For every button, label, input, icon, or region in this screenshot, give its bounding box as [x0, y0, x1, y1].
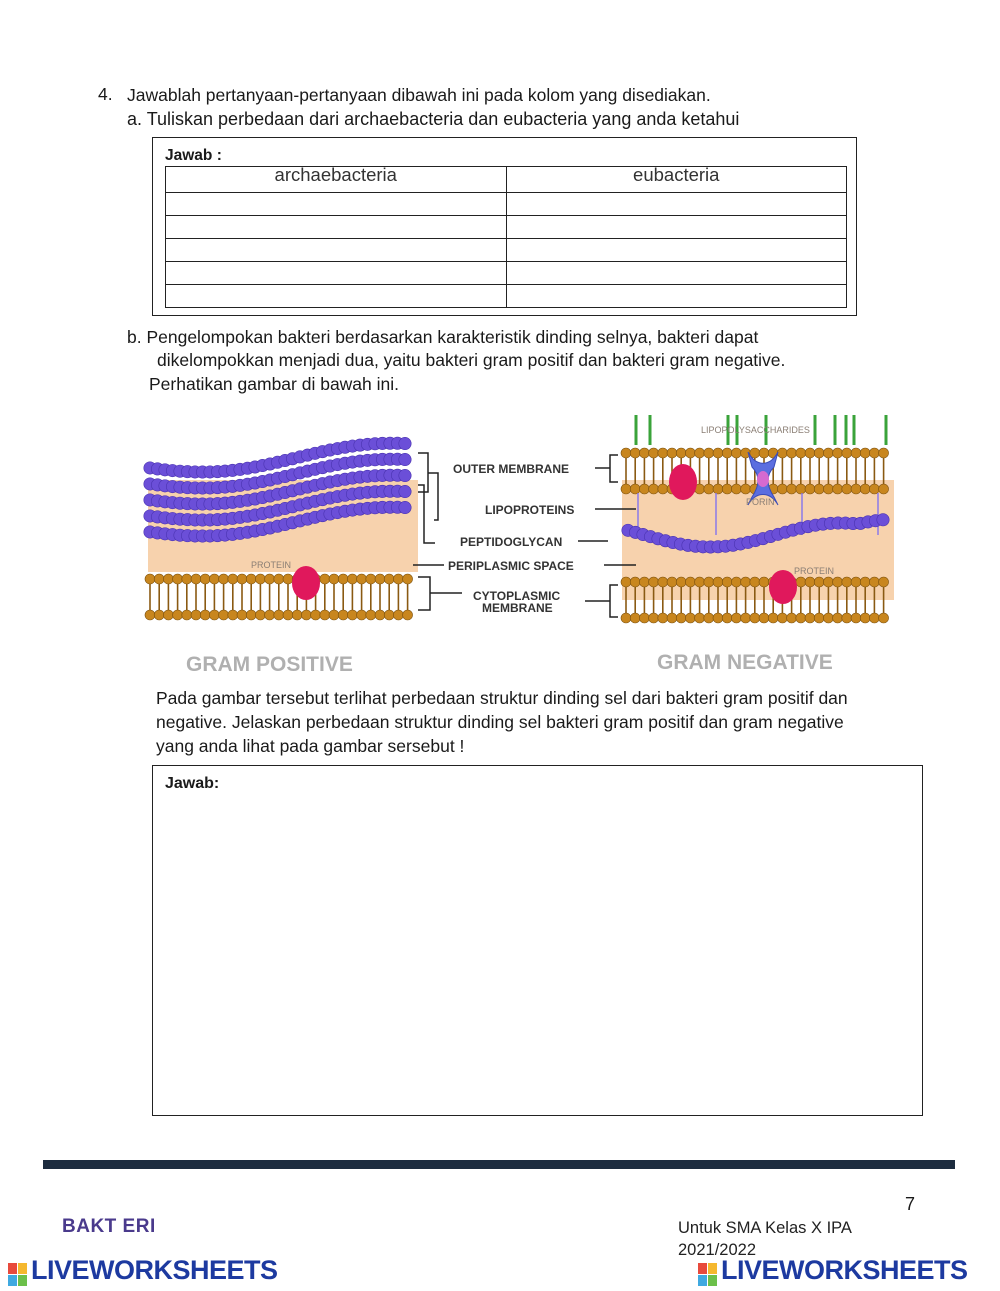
lipid-head — [292, 610, 302, 620]
lipid-head — [237, 610, 247, 620]
lipid-head — [246, 610, 256, 620]
table-row — [166, 285, 847, 308]
lipid-head — [685, 613, 695, 623]
table-row — [166, 239, 847, 262]
table-row — [166, 262, 847, 285]
lipid-head — [805, 613, 815, 623]
lipid-head — [630, 613, 640, 623]
lipid-head — [833, 577, 843, 587]
gram-negative-wall — [621, 415, 894, 623]
lipid-head — [704, 577, 714, 587]
paragraph-line3: yang anda lihat pada gambar sersebut ! — [156, 736, 465, 756]
lipid-head — [228, 610, 238, 620]
protein-left-label: PROTEIN — [251, 560, 292, 570]
lipid-head — [154, 574, 164, 584]
peptidoglycan-label: PEPTIDOGLYCAN — [460, 535, 563, 549]
lipid-head — [851, 613, 861, 623]
lipid-head — [163, 574, 173, 584]
lipid-head — [347, 574, 357, 584]
lipid-head — [338, 610, 348, 620]
lipid-head — [741, 484, 751, 494]
lipid-head — [869, 613, 879, 623]
lipid-head — [713, 613, 723, 623]
periplasmic-space-label: PERIPLASMIC SPACE — [448, 559, 574, 573]
lipid-head — [237, 574, 247, 584]
lipid-head — [649, 577, 659, 587]
lipid-head — [676, 577, 686, 587]
lipid-head — [255, 574, 265, 584]
answer-cell[interactable] — [166, 262, 507, 285]
lipid-head — [649, 613, 659, 623]
lipid-head — [695, 613, 705, 623]
peptidoglycan-bead — [399, 501, 411, 513]
lipid-head — [823, 484, 833, 494]
answer-cell[interactable] — [506, 193, 847, 216]
lipid-head — [357, 610, 367, 620]
lipid-head — [833, 613, 843, 623]
footer-divider — [43, 1160, 955, 1169]
lipid-head — [879, 484, 889, 494]
lipid-head — [320, 574, 330, 584]
lipid-head — [796, 448, 806, 458]
liveworksheets-brand: LIVEWORKSHEETS — [31, 1255, 278, 1285]
lipoproteins-label: LIPOPROTEINS — [485, 503, 575, 517]
comparison-table — [165, 166, 847, 308]
lipid-head — [713, 484, 723, 494]
lipid-head — [768, 613, 778, 623]
lipid-head — [329, 610, 339, 620]
lipid-head — [796, 484, 806, 494]
lipid-head — [814, 448, 824, 458]
lipid-head — [759, 613, 769, 623]
lipid-head — [182, 574, 192, 584]
lipid-head — [731, 577, 741, 587]
lipid-head — [191, 610, 201, 620]
lipid-head — [639, 577, 649, 587]
paragraph-line2: negative. Jelaskan perbedaan struktur dinding sel bakteri gram positif dan gram negative — [156, 712, 844, 732]
lipid-head — [255, 610, 265, 620]
lipid-head — [200, 610, 210, 620]
peptidoglycan-bead — [399, 437, 411, 449]
lipid-head — [842, 613, 852, 623]
lipid-head — [860, 484, 870, 494]
part-b-line1: b. Pengelompokan bakteri berdasarkan karakteristik dinding selnya, bakteri dapat — [127, 327, 759, 347]
lipid-head — [695, 577, 705, 587]
footer-left-text: BAKT ERI — [62, 1216, 156, 1237]
table-row — [166, 193, 847, 216]
lipid-head — [676, 613, 686, 623]
lipid-head — [283, 610, 293, 620]
peptidoglycan-bead — [399, 485, 411, 497]
page-number: 7 — [905, 1194, 916, 1214]
answer-cell[interactable] — [166, 216, 507, 239]
lipid-head — [750, 577, 760, 587]
question-part-a: a. Tuliskan perbedaan dari archaebacteria dan eubacteria yang anda ketahui — [127, 109, 740, 129]
answer-cell[interactable] — [166, 193, 507, 216]
liveworksheets-brand: LIVEWORKSHEETS — [721, 1255, 968, 1285]
table-header-row — [166, 167, 847, 193]
lipid-head — [722, 613, 732, 623]
lipid-head — [209, 610, 219, 620]
lipid-head — [796, 577, 806, 587]
porin-label: PORIN — [746, 497, 775, 507]
lipid-head — [851, 448, 861, 458]
lipid-head — [704, 448, 714, 458]
lipid-head — [833, 484, 843, 494]
lipid-head — [621, 448, 631, 458]
lipid-head — [366, 610, 376, 620]
lipid-head — [869, 484, 879, 494]
lipid-head — [200, 574, 210, 584]
lipid-head — [704, 613, 714, 623]
jawab-label: Jawab : — [165, 147, 222, 164]
lipid-head — [246, 574, 256, 584]
lipid-head — [209, 574, 219, 584]
lipid-head — [805, 484, 815, 494]
lipid-head — [630, 484, 640, 494]
lipid-head — [375, 610, 385, 620]
liveworksheets-icon — [8, 1263, 28, 1287]
lps-label: LIPOPOLYSACCHARIDES — [701, 425, 810, 435]
lipid-head — [384, 574, 394, 584]
lipid-head — [879, 613, 889, 623]
lipid-head — [403, 574, 413, 584]
lipid-head — [621, 613, 631, 623]
lipid-head — [658, 484, 668, 494]
lipid-head — [219, 574, 229, 584]
lipid-head — [777, 484, 787, 494]
lipid-head — [685, 577, 695, 587]
outer-membrane-protein — [669, 464, 697, 500]
lipid-head — [145, 610, 155, 620]
lipid-head — [833, 448, 843, 458]
footer-year: 2021/2022 — [678, 1241, 756, 1259]
lipid-head — [329, 574, 339, 584]
lipid-head — [750, 613, 760, 623]
lipid-head — [621, 577, 631, 587]
lipid-head — [191, 574, 201, 584]
lipid-head — [163, 610, 173, 620]
lipid-head — [787, 448, 797, 458]
lipid-head — [685, 448, 695, 458]
lipid-head — [731, 613, 741, 623]
lipid-head — [630, 577, 640, 587]
lipid-head — [759, 577, 769, 587]
lipid-head — [823, 577, 833, 587]
lipid-head — [347, 610, 357, 620]
lipid-head — [274, 574, 284, 584]
lipid-head — [228, 574, 238, 584]
lipid-head — [658, 448, 668, 458]
liveworksheets-icon — [698, 1263, 718, 1287]
lipid-head — [722, 484, 732, 494]
lipid-head — [311, 610, 321, 620]
lipid-head — [658, 613, 668, 623]
lipid-head — [814, 484, 824, 494]
lipid-head — [860, 613, 870, 623]
lipid-head — [879, 448, 889, 458]
question-instruction: Jawablah pertanyaan-pertanyaan dibawah ini pada kolom yang disediakan. — [127, 85, 711, 105]
lipid-head — [154, 610, 164, 620]
answer-cell[interactable] — [506, 285, 847, 308]
lipid-head — [182, 610, 192, 620]
lipid-head — [851, 484, 861, 494]
lipid-head — [265, 574, 275, 584]
lipid-head — [403, 610, 413, 620]
lipid-head — [842, 448, 852, 458]
peptidoglycan-bead — [399, 469, 411, 481]
answer-box[interactable] — [152, 765, 923, 1116]
lipid-head — [393, 610, 403, 620]
lipid-head — [695, 448, 705, 458]
lipid-head — [639, 484, 649, 494]
lipid-head — [173, 610, 183, 620]
paragraph-line1: Pada gambar tersebut terlihat perbedaan struktur dinding sel dari bakteri gram positif dan — [156, 688, 848, 708]
protein-right-label: PROTEIN — [794, 566, 835, 576]
lipid-head — [823, 613, 833, 623]
lipid-head — [384, 610, 394, 620]
answer-cell[interactable] — [506, 216, 847, 239]
lipid-head — [667, 613, 677, 623]
answer-table-box — [152, 137, 857, 316]
gram-negative-title: GRAM NEGATIVE — [657, 651, 833, 674]
lipid-head — [787, 484, 797, 494]
lipid-head — [320, 610, 330, 620]
membrane-label: MEMBRANE — [482, 601, 553, 615]
lipid-head — [649, 448, 659, 458]
lipid-head — [741, 577, 751, 587]
lipid-head — [796, 613, 806, 623]
liveworksheets-logo-left — [8, 1255, 278, 1287]
answer-cell[interactable] — [166, 285, 507, 308]
lipid-head — [713, 448, 723, 458]
lipid-head — [731, 448, 741, 458]
cytoplasmic-label: CYTOPLASMIC — [473, 589, 561, 603]
lipid-head — [639, 448, 649, 458]
lipid-head — [805, 577, 815, 587]
lipid-head — [823, 448, 833, 458]
header-eubacteria: eubacteria — [506, 167, 847, 193]
cell-wall-diagram — [138, 405, 902, 690]
lipid-head — [265, 610, 275, 620]
answer-cell[interactable] — [506, 262, 847, 285]
lipid-head — [283, 574, 293, 584]
lipid-head — [676, 448, 686, 458]
lipid-head — [145, 574, 155, 584]
lipid-head — [338, 574, 348, 584]
gram-positive-wall — [144, 437, 418, 620]
lipid-head — [393, 574, 403, 584]
part-b-line2: dikelompokkan menjadi dua, yaitu bakteri gram positif dan bakteri gram negative. — [157, 350, 786, 370]
header-archaebacteria: archaebacteria — [166, 167, 507, 193]
liveworksheets-logo-right — [698, 1255, 968, 1287]
gram-positive-title: GRAM POSITIVE — [186, 653, 353, 676]
lipid-head — [722, 448, 732, 458]
lipid-head — [869, 448, 879, 458]
lipid-head — [777, 448, 787, 458]
lipid-head — [357, 574, 367, 584]
lipid-head — [842, 484, 852, 494]
lipid-head — [869, 577, 879, 587]
lipid-head — [366, 574, 376, 584]
lipid-head — [879, 577, 889, 587]
lipid-head — [814, 577, 824, 587]
lipid-head — [301, 610, 311, 620]
lipid-head — [741, 613, 751, 623]
outer-membrane-label: OUTER MEMBRANE — [453, 462, 569, 476]
lipid-head — [667, 577, 677, 587]
gram-positive-cytoplasmic-membrane — [145, 574, 413, 620]
answer-cell[interactable] — [166, 239, 507, 262]
gram-negative-protein — [769, 570, 797, 604]
lipid-head — [787, 613, 797, 623]
lipid-head — [274, 610, 284, 620]
table-row — [166, 216, 847, 239]
answer-cell[interactable] — [506, 239, 847, 262]
question-number: 4. — [98, 84, 113, 104]
lipid-head — [731, 484, 741, 494]
lipid-head — [219, 610, 229, 620]
lipid-head — [860, 577, 870, 587]
lipid-head — [851, 577, 861, 587]
lipid-head — [777, 613, 787, 623]
lipid-head — [375, 574, 385, 584]
footer-class: Untuk SMA Kelas X IPA — [678, 1219, 852, 1237]
lipid-head — [667, 448, 677, 458]
part-b-line3: Perhatikan gambar di bawah ini. — [149, 374, 400, 394]
lipid-head — [630, 448, 640, 458]
peptidoglycan-bead — [877, 514, 889, 526]
peptidoglycan-bead — [399, 453, 411, 465]
lipid-head — [759, 448, 769, 458]
gram-positive-protein — [292, 566, 320, 600]
jawab-label-b: Jawab: — [165, 775, 220, 792]
lipid-head — [621, 484, 631, 494]
lipid-head — [649, 484, 659, 494]
lipid-head — [860, 448, 870, 458]
lipid-head — [658, 577, 668, 587]
lipid-head — [805, 448, 815, 458]
question-paragraph — [156, 686, 936, 758]
lipid-head — [173, 574, 183, 584]
lipid-head — [814, 613, 824, 623]
lipid-head — [842, 577, 852, 587]
lipid-head — [639, 613, 649, 623]
lipid-head — [704, 484, 714, 494]
lipid-head — [713, 577, 723, 587]
lipid-head — [722, 577, 732, 587]
